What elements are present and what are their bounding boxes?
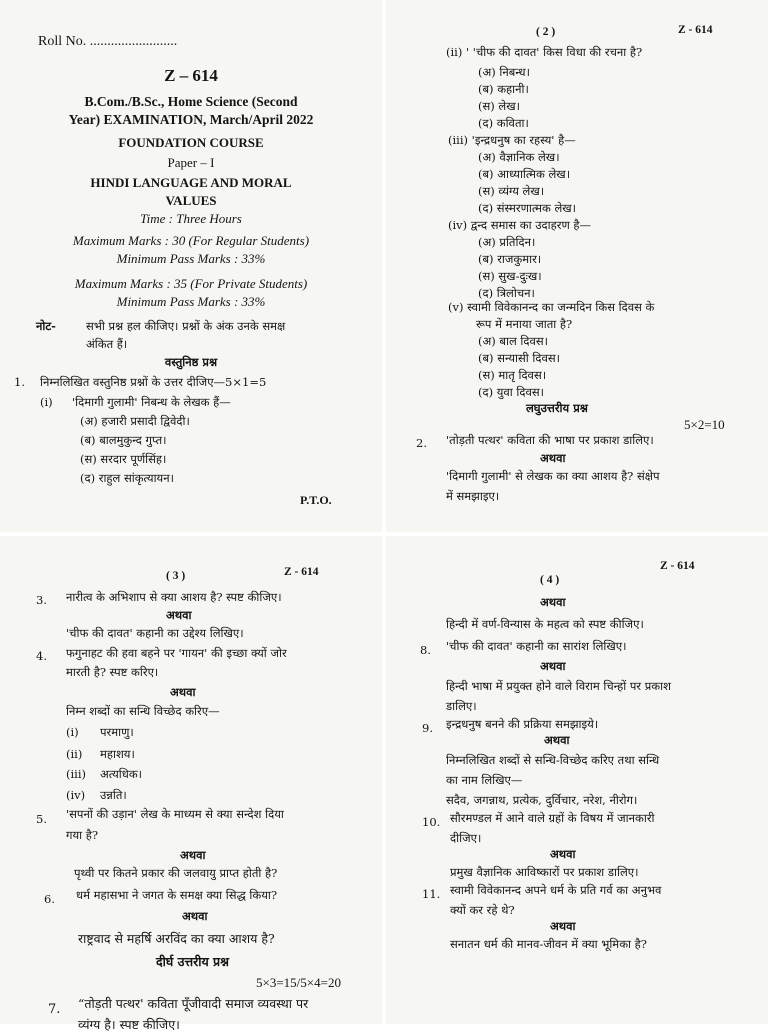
course-name: FOUNDATION COURSE [118,135,264,150]
sub-item-number: (iv) [66,788,86,802]
option-d: (द) राहुल सांकृत्यायन। [80,471,174,485]
question-11-alt: सनातन धर्म की मानव-जीवन में क्या भूमिका है? [450,937,647,951]
exam-title-line1: B.Com./B.Sc., Home Science (Second [84,94,298,109]
section-marks: 5×3=15/5×4=20 [256,975,341,990]
question-2-number: 2. [416,436,427,450]
or-divider: अथवा [180,848,206,862]
question-1-i-text: 'दिमागी गुलामी' निबन्ध के लेखक हैं— [72,395,231,409]
time-allowed: Time : Three Hours [140,211,242,226]
option-d: (द) कविता। [478,116,529,130]
question-7-line2: व्यंग्य है। स्पष्ट कीजिए। [78,1017,180,1032]
option-a: (अ) वैज्ञानिक लेख। [478,150,560,164]
max-marks-regular: Maximum Marks : 30 (For Regular Students) [72,233,310,248]
sub-item-text: अत्यधिक। [100,767,143,781]
question-3-text: नारीत्व के अभिशाप से क्या आशय है? स्पष्ट कीजिए। [66,590,282,604]
question-2-text: 'तोड़ती पत्थर' कविता की भाषा पर प्रकाश डालिए। [446,433,654,447]
paper-code: Z - 614 [678,24,713,36]
option-c: (स) व्यंग्य लेख। [478,184,545,198]
or-divider: अथवा [166,608,192,622]
question-9-alt-line1: निम्नलिखित शब्दों से सन्धि-विच्छेद करिए तथा सन्धि [446,753,660,767]
option-b: (ब) राजकुमार। [478,252,542,266]
question-5-alt: पृथ्वी पर कितने प्रकार की जलवायु प्राप्त होती है? [74,866,278,880]
question-7-line1: “तोड़ती पत्थर' कविता पूँजीवादी समाज व्यवस्था पर [78,996,309,1011]
question-6-number: 6. [44,892,55,906]
question-11-line2: क्यों कर रहे थे? [450,903,515,917]
or-divider: अथवा [540,451,566,465]
question-8-text: 'चीफ की दावत' कहानी का सारांश लिखिए। [446,639,627,653]
question-8-alt-line1: हिन्दी भाषा में प्रयुक्त होने वाले विराम चिन्हों पर प्रकाश [446,679,671,693]
page-number: ( 3 ) [166,570,186,582]
note-text-line2: अंकित हैं। [86,337,128,351]
question-9-alt-line3: सदैव, जगन्नाथ, प्रत्येक, दुर्विचार, नरेश, नीरोग। [446,793,638,807]
page-2 [386,0,768,532]
or-divider: अथवा [182,909,208,923]
section-heading-objective: वस्तुनिष्ठ प्रश्न [164,355,218,369]
sub-item-text: महाशय। [100,747,135,761]
question-5-line2: गया है? [66,828,99,842]
question-1-iv: (iv) द्वन्द समास का उदाहरण है— [448,218,592,232]
question-1-number: 1. [14,375,25,389]
section-heading-short: लघुउत्तरीय प्रश्न [526,401,588,415]
sub-item-number: (iii) [66,767,87,781]
or-divider: अथवा [170,685,196,699]
min-pass-marks-regular: Minimum Pass Marks : 33% [116,251,266,266]
sub-item-number: (ii) [66,747,83,761]
page-3 [0,536,382,1032]
question-5-number: 5. [36,812,47,826]
roll-number-line: Roll No. ......................... [38,34,178,49]
page-1 [0,0,382,532]
option-c: (स) लेख। [478,99,520,113]
question-10-alt: प्रमुख वैज्ञानिक आविष्कारों पर प्रकाश डालिए। [450,865,639,879]
option-d: (द) संस्मरणात्मक लेख। [478,201,577,215]
question-9-alt-line2: का नाम लिखिए— [446,773,523,787]
min-pass-marks-private: Minimum Pass Marks : 33% [116,294,266,309]
question-1-i-number: (i) [40,395,53,409]
note-text-line1: सभी प्रश्न हल कीजिए। प्रश्नों के अंक उनके समक्ष [86,319,286,333]
option-d: (द) त्रिलोचन। [478,286,535,300]
section-marks: 5×2=10 [684,417,725,432]
question-6-alt: राष्ट्रवाद से महर्षि अरविंद का क्या आशय है? [78,931,275,946]
option-b: (ब) कहानी। [478,82,529,96]
question-2-alt-line1: 'दिमागी गुलामी' से लेखक का क्या आशय है? संक्षेप [446,469,660,483]
option-b: (ब) सन्यासी दिवस। [478,351,561,365]
option-a: (अ) निबन्ध। [478,65,530,79]
sub-item-text: उन्नति। [100,788,127,802]
or-divider: अथवा [550,919,576,933]
option-a: (अ) बाल दिवस। [478,334,549,348]
question-1-ii: (ii) ' 'चीफ की दावत' किस विधा की रचना है? [446,45,643,59]
option-c: (स) सुख-दुःख। [478,269,542,283]
question-4-line1: फगुनाहट की हवा बहने पर 'गायन' की इच्छा क्यों जोर [66,646,287,660]
question-2-alt-line2: में समझाइए। [446,489,500,503]
or-divider: अथवा [550,847,576,861]
subject-line2: VALUES [165,193,217,208]
or-divider: अथवा [540,595,566,609]
question-4-line2: मारती है? स्पष्ट करिए। [66,665,159,679]
question-1-text: निम्नलिखित वस्तुनिष्ठ प्रश्नों के उत्तर दीजिए—5×1=5 [40,375,267,389]
question-5-line1: 'सपनों की उड़ान' लेख के माध्यम से क्या सन्देश दिया [66,807,284,821]
question-3-alt: 'चीफ की दावत' कहानी का उद्देश्य लिखिए। [66,626,244,640]
question-10-line1: सौरमण्डल में आने वाले ग्रहों के विषय में जानकारी [450,811,655,825]
sub-item-number: (i) [66,725,79,739]
page-4 [386,536,768,1024]
question-7-alt: हिन्दी में वर्ण-विन्यास के महत्व को स्पष्ट कीजिए। [446,617,644,631]
option-b: (ब) बालमुकुन्द गुप्त। [80,433,167,447]
paper-number: Paper – I [167,155,215,170]
question-4-alt: निम्न शब्दों का सन्धि विच्छेद करिए— [66,704,220,718]
question-4-number: 4. [36,649,47,663]
page-number: ( 2 ) [536,26,556,38]
question-3-number: 3. [36,593,47,607]
paper-code: Z - 614 [660,560,695,572]
question-8-alt-line2: डालिए। [446,699,477,713]
question-9-number: 9. [422,721,433,735]
option-a: (अ) हजारी प्रसादी द्विवेदी। [80,414,190,428]
note-label: नोट- [36,319,56,333]
option-c: (स) सरदार पूर्णसिंह। [80,452,167,466]
or-divider: अथवा [544,733,570,747]
question-8-number: 8. [420,643,431,657]
question-1-iii: (iii) 'इन्द्रधनुष का रहस्य' है— [448,133,576,147]
option-a: (अ) प्रतिदिन। [478,235,536,249]
option-b: (ब) आध्यात्मिक लेख। [478,167,571,181]
question-1-v-line2: रूप में मनाया जाता है? [476,317,573,331]
page-number: ( 4 ) [540,574,560,586]
question-11-number: 11. [422,887,441,901]
max-marks-private: Maximum Marks : 35 (For Private Students) [74,276,308,291]
question-1-v-line1: (v) स्वामी विवेकानन्द का जन्मदिन किस दिवस के [448,300,655,314]
question-9-text: इन्द्रधनुष बनने की प्रक्रिया समझाइये। [446,717,599,731]
question-10-number: 10. [422,815,441,829]
exam-title-line2: Year) EXAMINATION, March/April 2022 [68,112,314,127]
question-6-text: धर्म महासभा ने जगत के समक्ष क्या सिद्ध किया? [76,888,278,902]
pto-marker: P.T.O. [300,493,332,507]
question-7-number: 7. [48,1002,61,1017]
subject-line1: HINDI LANGUAGE AND MORAL [90,175,292,190]
or-divider: अथवा [540,659,566,673]
option-d: (द) युवा दिवस। [478,385,545,399]
paper-code: Z – 614 [164,66,218,85]
section-heading-long: दीर्घ उत्तरीय प्रश्न [156,954,230,969]
option-c: (स) मातृ दिवस। [478,368,547,382]
question-11-line1: स्वामी विवेकानन्द अपने धर्म के प्रति गर्व का अनुभव [450,883,662,897]
sub-item-text: परमाणु। [100,725,134,739]
paper-code: Z - 614 [284,566,319,578]
question-10-line2: दीजिए। [450,831,482,845]
